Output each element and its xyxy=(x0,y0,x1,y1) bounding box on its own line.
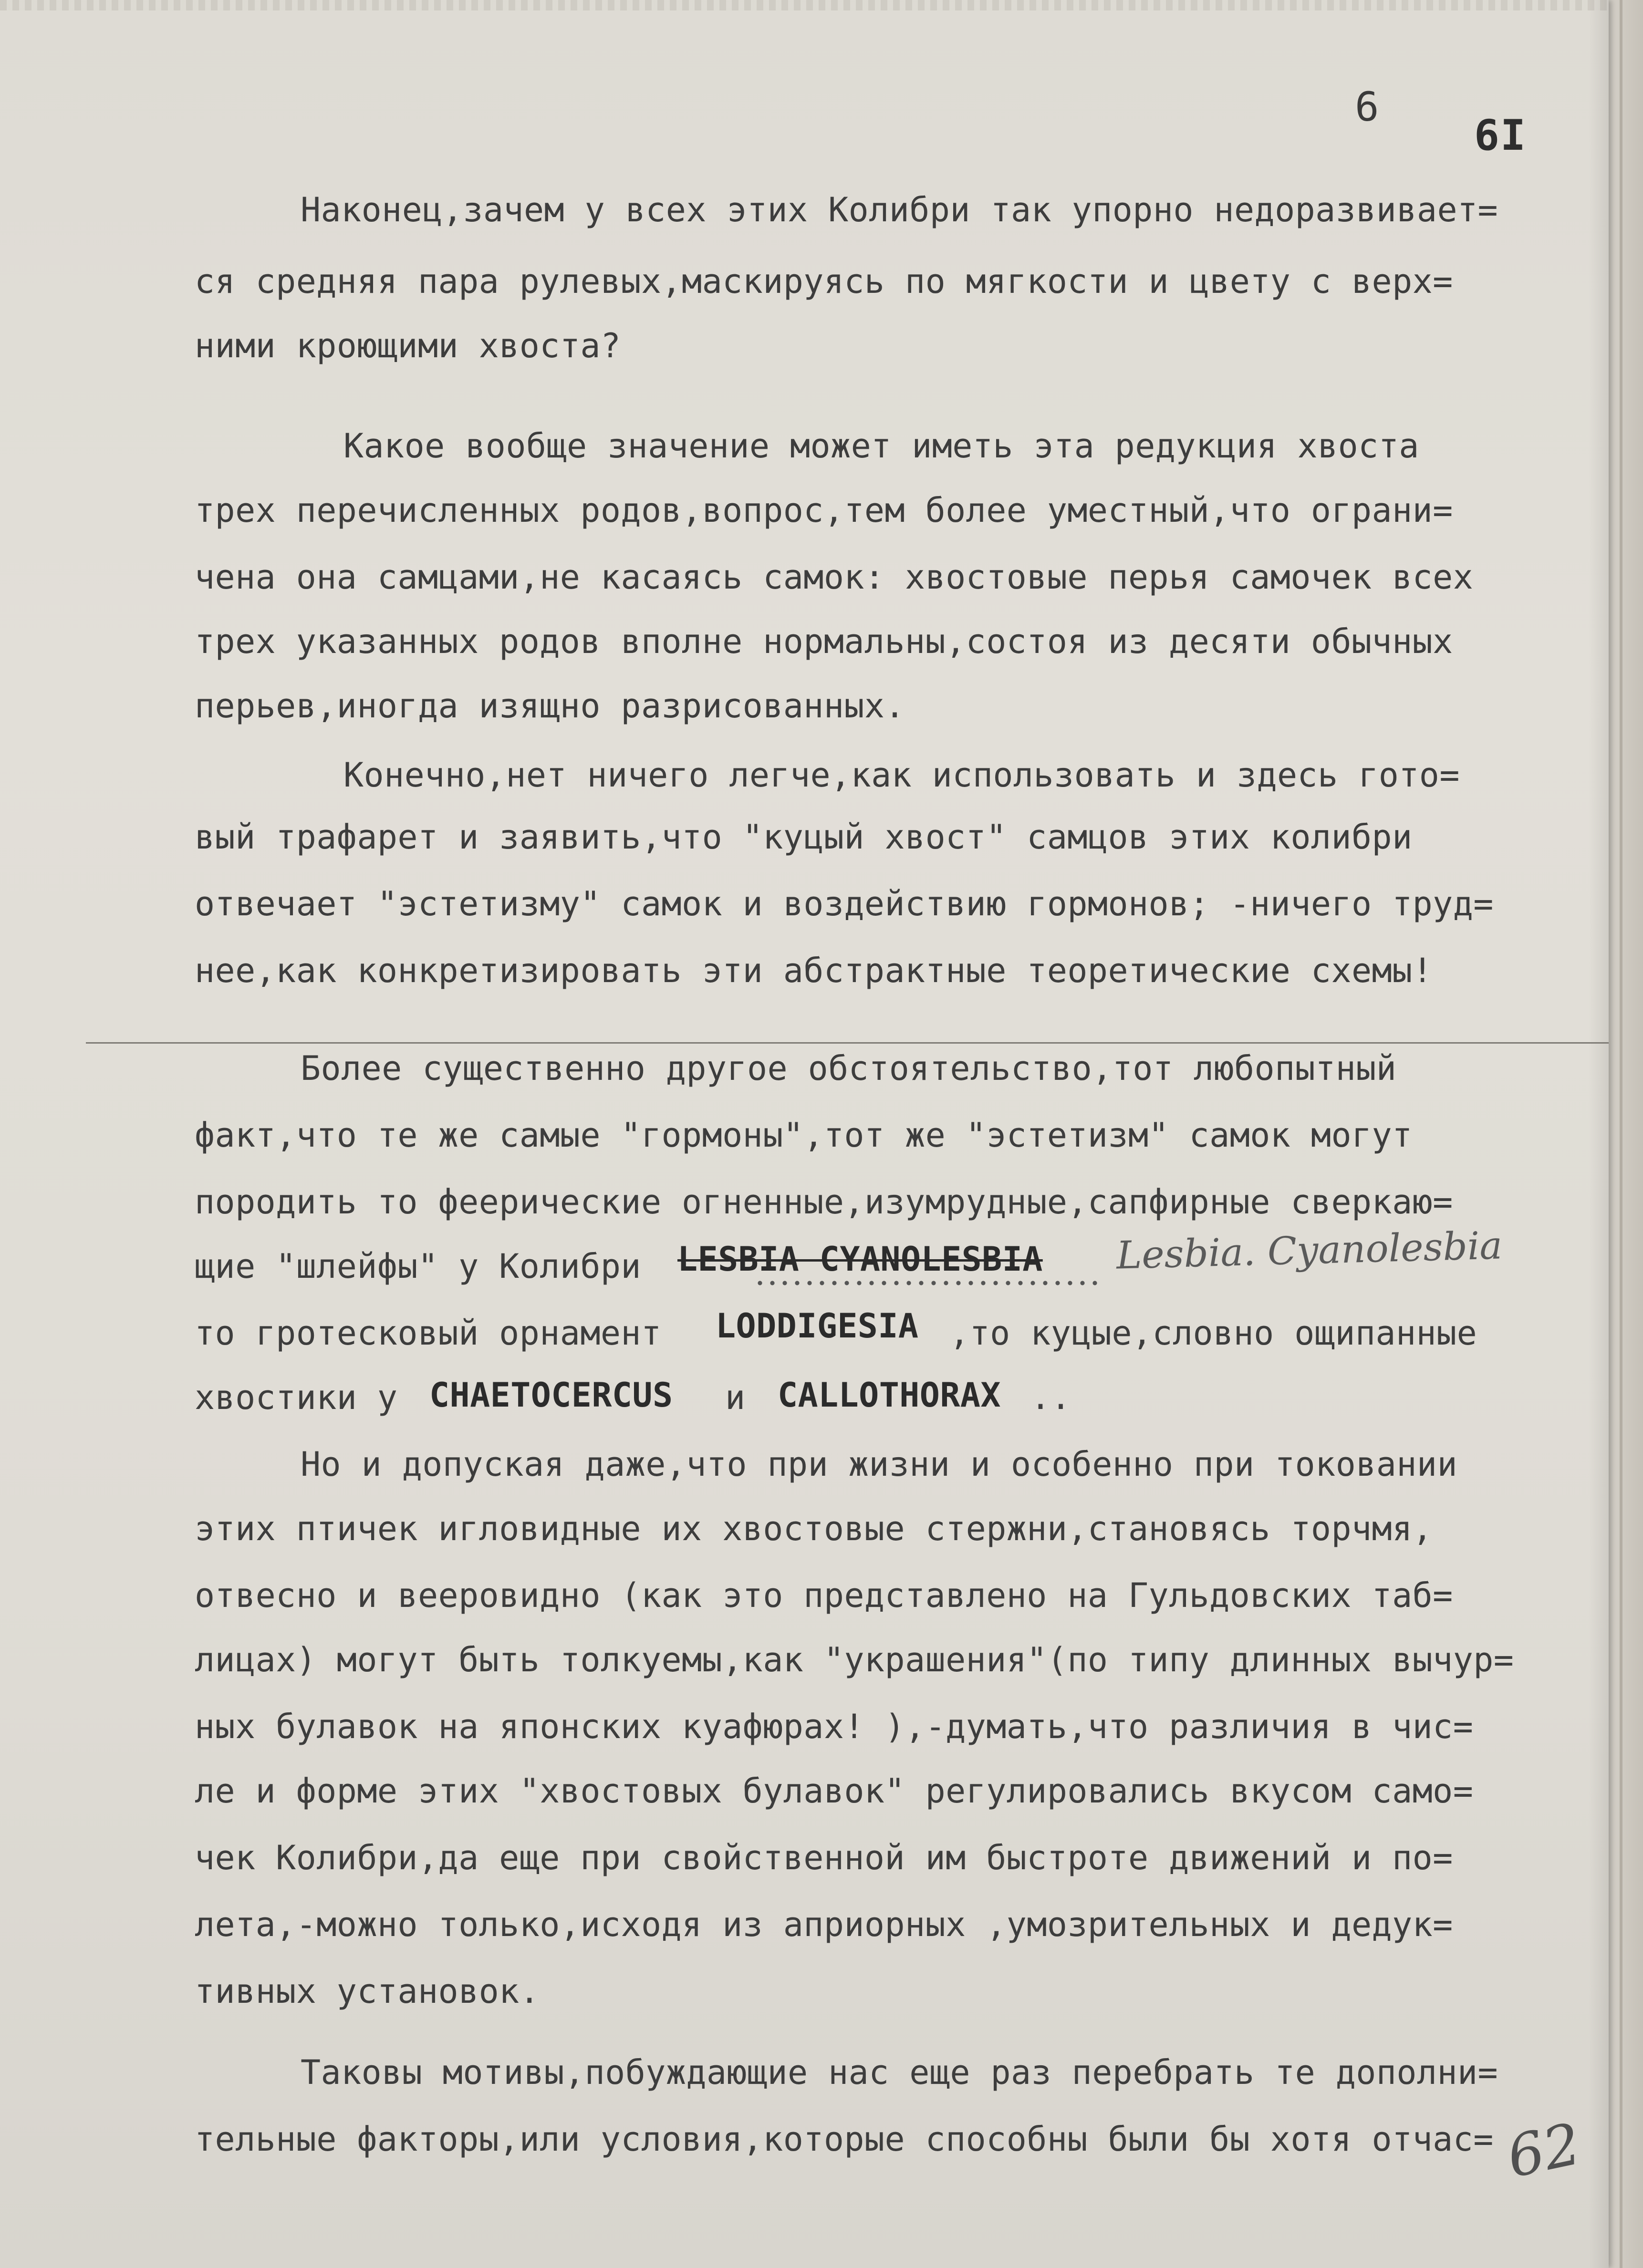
text-line: то гротесковый орнамент xyxy=(195,1314,662,1353)
page-number: 6 xyxy=(1355,83,1379,130)
text-line: нее,как конкретизировать эти абстрактные теоретические схемы! xyxy=(195,951,1433,990)
text-line: вый трафарет и заявить,что "куцый хвост" самцов этих колибри xyxy=(195,818,1413,857)
text-line: лета,-можно только,исходя из априорных ,умозрительных и дедук= xyxy=(195,1905,1453,1944)
text-line: тивных установок. xyxy=(195,1972,540,2011)
text-line: трех перечисленных родов,вопрос,тем более уместный,что ограни= xyxy=(195,491,1453,530)
text-line: хвостики у xyxy=(195,1378,398,1417)
horizontal-divider xyxy=(86,1042,1609,1044)
text-line: ними кроющими хвоста? xyxy=(195,326,621,365)
text-line: ле и форме этих "хвостовых булавок" регулировались вкусом само= xyxy=(195,1771,1474,1811)
text-line: Более существенно другое обстоятельство,тот любопытный xyxy=(301,1049,1397,1088)
text-line: Конечно,нет ничего легче,как использовать и здесь гото= xyxy=(343,756,1460,795)
text-line: тельные факторы,или условия,которые способны были бы хотя отчас= xyxy=(195,2120,1494,2159)
struck-genus-name: LESBIA CYANOLESBIA xyxy=(677,1240,1043,1279)
handwritten-annotation: Lesbia. Cyanolesbia xyxy=(1115,1223,1503,1278)
text-line: чена она самцами,не касаясь самок: хвостовые перья самочек всех xyxy=(195,558,1474,597)
text-line: породить то феерические огненные,изумрудные,сапфирные сверкаю= xyxy=(195,1182,1453,1222)
folio-number: 6I xyxy=(1474,111,1527,160)
text-line: лицах) могут быть толкуемы,как "украшения"(по типу длинных вычур= xyxy=(195,1640,1514,1679)
genus-callothorax: CALLOTHORAX xyxy=(778,1376,1001,1415)
text-line: Какое вообще значение может иметь эта редукция хвоста xyxy=(343,426,1419,466)
text-line: этих птичек игловидные их хвостовые стержни,становясь торчмя, xyxy=(195,1509,1433,1548)
text-line: ных булавок на японских куафюрах! ),-думать,что различия в чис= xyxy=(195,1707,1474,1746)
text-line: перьев,иногда изящно разрисованных. xyxy=(195,686,905,725)
genus-chaetocercus: CHAETOCERCUS xyxy=(429,1376,673,1415)
underlying-page-shadow xyxy=(1620,0,1622,2268)
text-line: Но и допуская даже,что при жизни и особенно при токовании xyxy=(301,1445,1457,1484)
text-line: Наконец,зачем у всех этих Колибри так упорно недоразвивает= xyxy=(301,190,1498,229)
dotted-underline xyxy=(754,1281,1102,1285)
text-line: ся средняя пара рулевых,маскируясь по мягкости и цвету с верх= xyxy=(195,262,1453,301)
text-line: Таковы мотивы,побуждающие нас еще раз перебрать те дополни= xyxy=(301,2053,1498,2092)
text-line: трех указанных родов вполне нормальны,состоя из десяти обычных xyxy=(195,622,1453,661)
text-line: .. xyxy=(1030,1378,1071,1417)
text-line: щие "шлейфы" у Колибри xyxy=(195,1247,641,1286)
genus-loddigesia: LODDIGESIA xyxy=(716,1306,919,1346)
text-line: и xyxy=(725,1378,746,1417)
text-line: факт,что те же самые "гормоны",тот же "эстетизм" самок могут xyxy=(195,1116,1413,1155)
text-line: отвесно и веерoвидно (как это представлено на Гульдовских таб= xyxy=(195,1576,1453,1615)
handwritten-page-number: 62 xyxy=(1501,2111,1587,2191)
text-line: отвечает "эстетизму" самок и воздействию гормонов; -ничего труд= xyxy=(195,884,1494,923)
text-line: чек Колибри,да еще при свойственной им быстроте движений и по= xyxy=(195,1838,1453,1877)
text-line: ,то куцые,словно ощипанные xyxy=(949,1314,1477,1353)
